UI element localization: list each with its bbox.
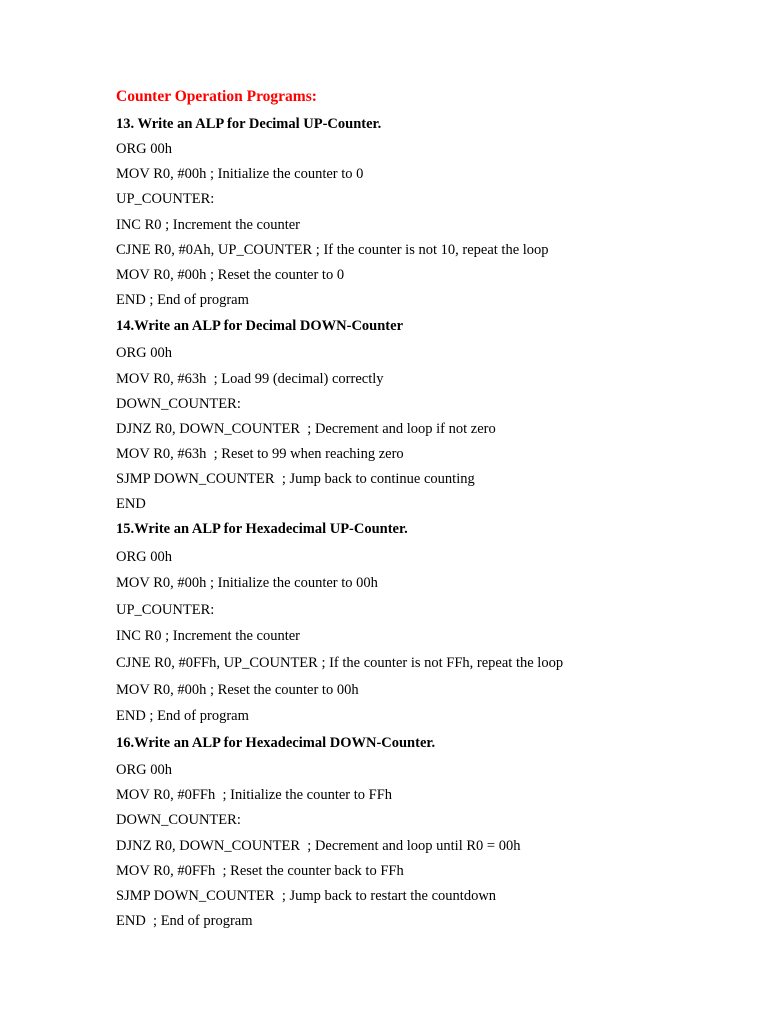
code-line: MOV R0, #63h ; Reset to 99 when reaching zero bbox=[116, 446, 404, 462]
code-line: UP_COUNTER: bbox=[116, 191, 215, 207]
section-title: Counter Operation Programs: bbox=[116, 88, 317, 105]
program-heading: 13. Write an ALP for Decimal UP-Counter. bbox=[116, 116, 382, 132]
code-line: SJMP DOWN_COUNTER ; Jump back to continue counting bbox=[116, 471, 475, 487]
code-line: UP_COUNTER: bbox=[116, 602, 215, 618]
code-line: ORG 00h bbox=[116, 549, 172, 565]
program-heading: 15.Write an ALP for Hexadecimal UP-Counter. bbox=[116, 521, 408, 537]
code-line: END ; End of program bbox=[116, 708, 249, 724]
code-line: SJMP DOWN_COUNTER ; Jump back to restart the countdown bbox=[116, 888, 497, 904]
code-line: END ; End of program bbox=[116, 913, 253, 929]
code-line: END ; End of program bbox=[116, 292, 249, 308]
code-line: MOV R0, #00h ; Reset the counter to 0 bbox=[116, 267, 345, 283]
code-line: DOWN_COUNTER: bbox=[116, 396, 241, 412]
code-line: MOV R0, #00h ; Reset the counter to 00h bbox=[116, 682, 359, 698]
code-line: MOV R0, #0FFh ; Initialize the counter to FFh bbox=[116, 787, 393, 803]
code-line: END bbox=[116, 496, 146, 512]
code-line: ORG 00h bbox=[116, 762, 172, 778]
code-line: MOV R0, #63h ; Load 99 (decimal) correctly bbox=[116, 371, 384, 387]
code-line: DJNZ R0, DOWN_COUNTER ; Decrement and loop if not zero bbox=[116, 421, 496, 437]
code-line: DOWN_COUNTER: bbox=[116, 812, 241, 828]
program-heading: 16.Write an ALP for Hexadecimal DOWN-Counter. bbox=[116, 735, 436, 751]
code-line: MOV R0, #00h ; Initialize the counter to 00h bbox=[116, 575, 378, 591]
program-heading: 14.Write an ALP for Decimal DOWN-Counter bbox=[116, 318, 404, 334]
code-line: MOV R0, #0FFh ; Reset the counter back to FFh bbox=[116, 863, 404, 879]
code-line: MOV R0, #00h ; Initialize the counter to 0 bbox=[116, 166, 364, 182]
code-line: CJNE R0, #0FFh, UP_COUNTER ; If the counter is not FFh, repeat the loop bbox=[116, 655, 564, 671]
code-line: ORG 00h bbox=[116, 141, 172, 157]
code-line: CJNE R0, #0Ah, UP_COUNTER ; If the counter is not 10, repeat the loop bbox=[116, 242, 549, 258]
code-line: DJNZ R0, DOWN_COUNTER ; Decrement and loop until R0 = 00h bbox=[116, 838, 521, 854]
code-line: ORG 00h bbox=[116, 345, 172, 361]
code-line: INC R0 ; Increment the counter bbox=[116, 628, 301, 644]
code-line: INC R0 ; Increment the counter bbox=[116, 217, 301, 233]
